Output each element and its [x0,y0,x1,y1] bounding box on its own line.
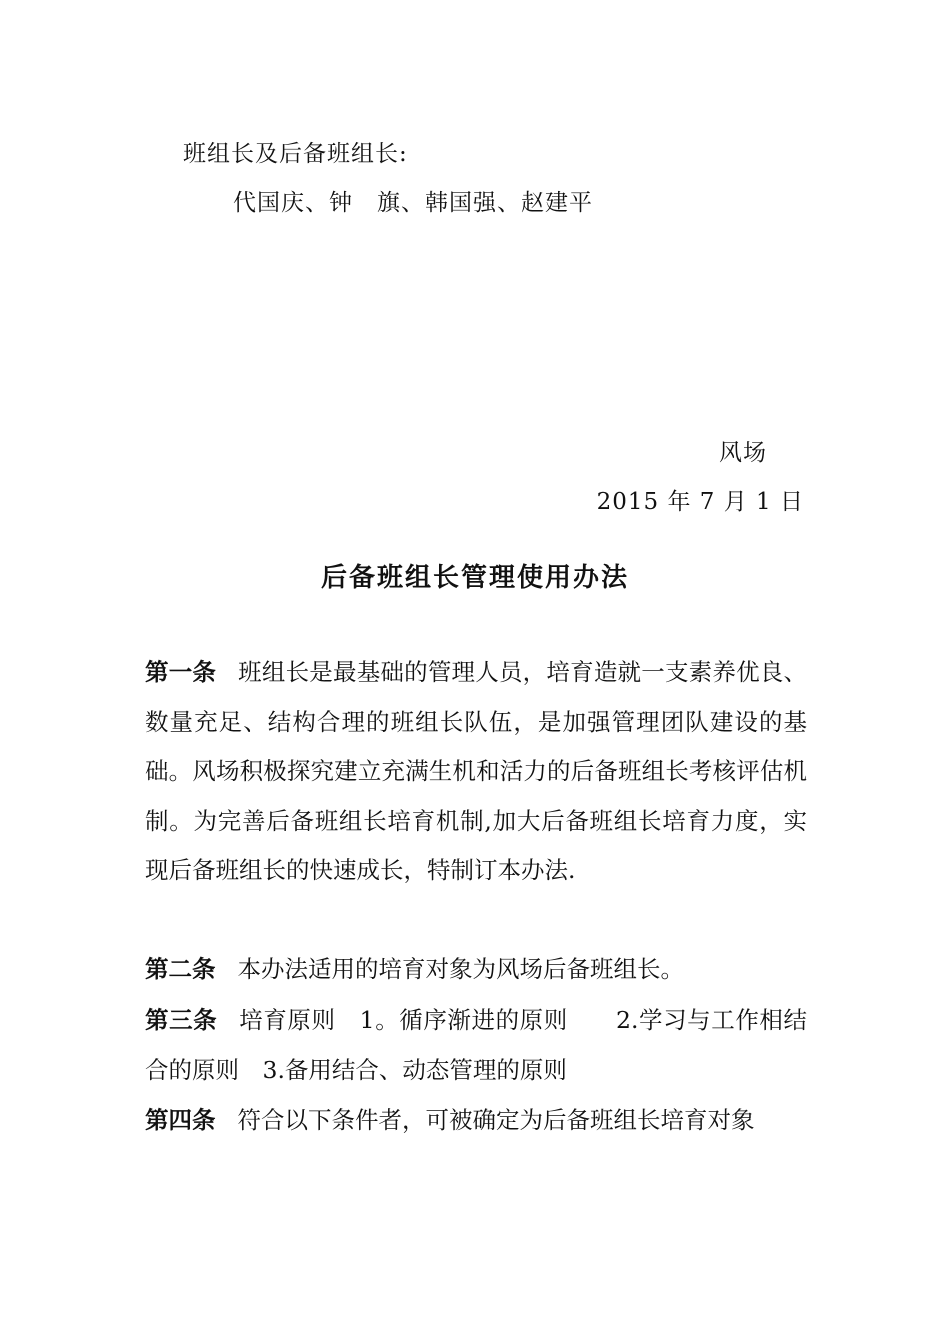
signature-date: 2015 年 7 月 1 日 [596,489,804,515]
signature-organization: 风场 [719,440,767,466]
article-2-text: 本办法适用的培育对象为风场后备班组长。 [237,955,684,983]
article-3 [145,996,807,1095]
document-title: 后备班组长管理使用办法 [320,563,629,593]
article-1 [145,648,807,896]
article-2-label: 第二条 [145,955,216,983]
members-heading: 班组长及后备班组长: [183,141,408,167]
members-names: 代国庆、钟 旗、韩国强、赵建平 [233,190,593,216]
article-4-label: 第四条 [145,1106,216,1134]
article-2 [145,945,807,995]
article-4 [145,1096,807,1146]
article-3-label: 第三条 [145,1006,218,1034]
article-3-text: 培育原则 1。循序渐进的原则 2.学习与工作相结合的原则 3.备用结合、动态管理的原则 [145,1006,808,1084]
article-4-text: 符合以下条件者，可被确定为后备班组长培育对象 [237,1106,755,1134]
article-1-text: 班组长是最基础的管理人员，培育造就一支素养优良、数量充足、结构合理的班组长队伍，是加强管理团队建设的基础。风场积极探究建立充满生机和活力的后备班组长考核评估机制。为完善后备班组长培育机制,加大后备班组长培育力度，实现后备班组长的快速成长，特制订本办法. [145,658,808,884]
article-1-label: 第一条 [145,658,217,686]
